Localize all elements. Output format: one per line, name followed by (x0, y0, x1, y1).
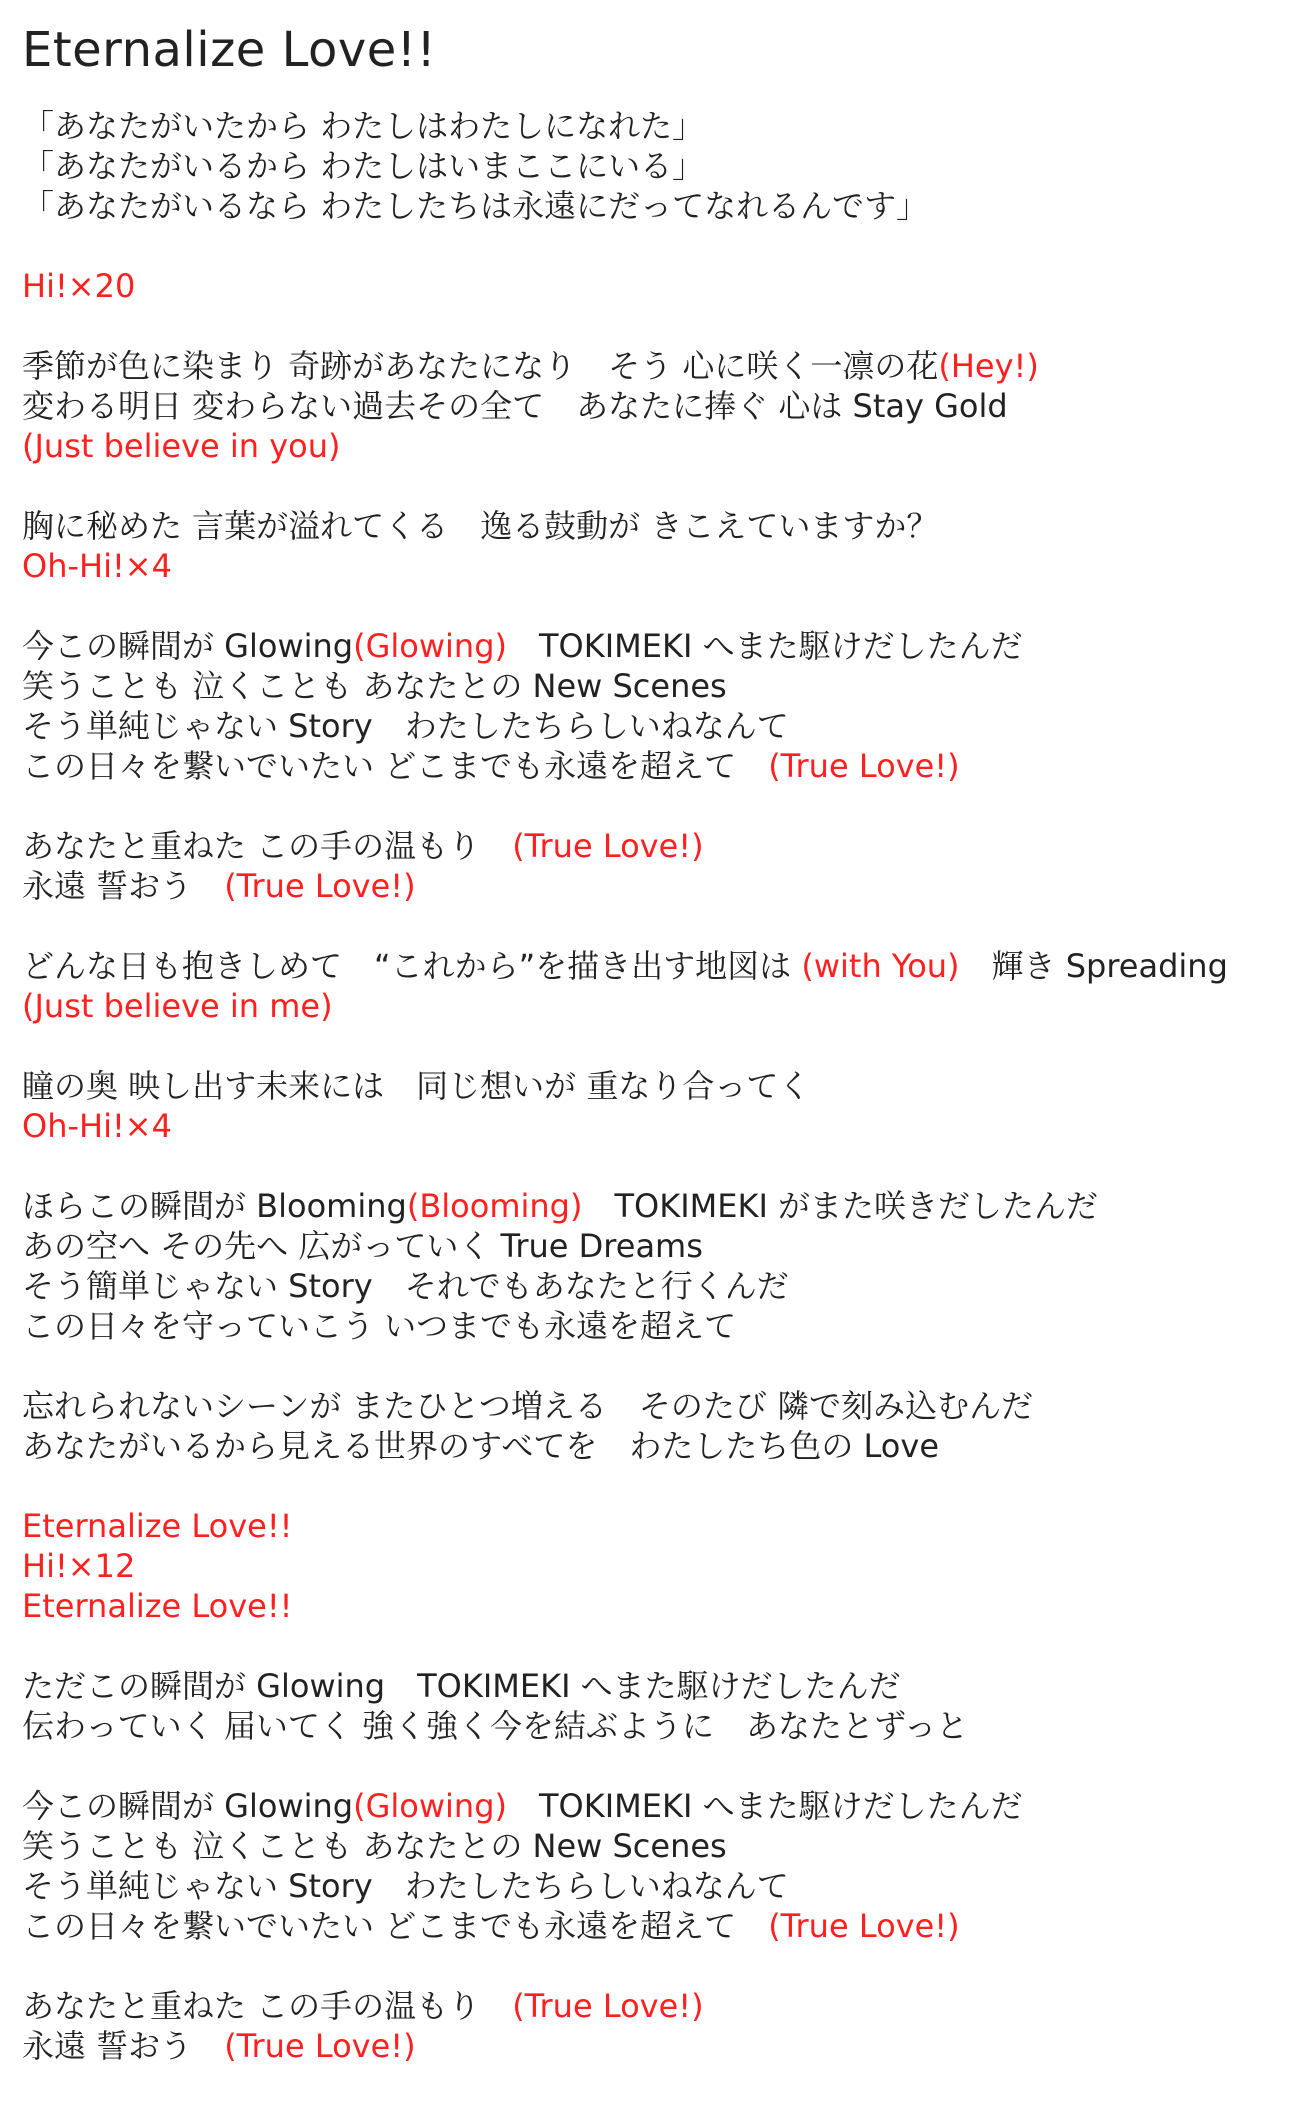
lyric-stanza (22, 1666, 1278, 1746)
call-response-text: Hi!×12 (22, 1547, 136, 1585)
lyric-line (22, 1186, 1278, 1226)
lyric-line (22, 746, 1278, 786)
lyric-text: 忘れられないシーンが またひとつ増える そのたび 隣で刻み込むんだ (22, 1387, 1034, 1425)
lyric-text: 「あなたがいるから わたしはいまここにいる」 (22, 147, 705, 185)
lyric-line (22, 146, 1278, 186)
lyric-line (22, 1586, 1278, 1626)
lyric-stanza (22, 1386, 1278, 1466)
lyric-stanza (22, 1786, 1278, 1946)
lyric-text: そう単純じゃない Story わたしたちらしいねなんて (22, 707, 789, 745)
call-response-text: Eternalize Love!! (22, 1507, 293, 1545)
lyric-stanza (22, 1506, 1278, 1626)
lyric-text: 伝わっていく 届いてく 強く強く今を結ぶように あなたとずっと (22, 1707, 969, 1745)
call-response-text: (Glowing) (353, 627, 507, 665)
lyric-line (22, 626, 1278, 666)
call-response-text: (Blooming) (406, 1187, 583, 1225)
lyric-text: そう単純じゃない Story わたしたちらしいねなんて (22, 1867, 789, 1905)
lyric-text: 「あなたがいたから わたしはわたしになれた」 (22, 107, 705, 145)
call-response-text: Hi!×20 (22, 267, 136, 305)
lyric-text: ほらこの瞬間が Blooming (22, 1187, 407, 1225)
lyric-line (22, 1826, 1278, 1866)
lyric-line (22, 946, 1278, 986)
lyric-line (22, 2026, 1278, 2066)
call-response-text: (True Love!) (512, 827, 704, 865)
lyric-stanza (22, 946, 1278, 1026)
lyric-text: TOKIMEKI へまた駆けだしたんだ (507, 627, 1023, 665)
call-response-text: (Glowing) (353, 1787, 507, 1825)
lyric-text: この日々を繋いでいたい どこまでも永遠を超えて (22, 747, 769, 785)
lyric-line (22, 1306, 1278, 1346)
lyric-text: あの空へ その先へ 広がっていく True Dreams (22, 1227, 703, 1265)
lyric-line (22, 1786, 1278, 1826)
lyric-line (22, 1986, 1278, 2026)
lyric-text: 胸に秘めた 言葉が溢れてくる 逸る鼓動が きこえていますか？ (22, 507, 939, 545)
song-title: Eternalize Love!! (22, 22, 437, 78)
lyric-text: 笑うことも 泣くことも あなたとの New Scenes (22, 667, 727, 705)
lyric-line (22, 866, 1278, 906)
lyric-line (22, 1506, 1278, 1546)
lyric-line (22, 266, 1278, 306)
call-response-text: (Just believe in me) (22, 987, 333, 1025)
lyric-line (22, 1866, 1278, 1906)
lyric-text: 輝き Spreading (959, 947, 1228, 985)
lyric-text: 「あなたがいるなら わたしたちは永遠にだってなれるんです」 (22, 187, 929, 225)
lyric-text: TOKIMEKI がまた咲きだしたんだ (582, 1187, 1099, 1225)
call-response-text: Oh-Hi!×4 (22, 1107, 172, 1145)
lyric-text: 変わる明日 変わらない過去その全て あなたに捧ぐ 心は Stay Gold (22, 387, 1008, 425)
lyric-stanza (22, 1986, 1278, 2066)
lyrics-body (22, 106, 1278, 2066)
lyric-text: 永遠 誓おう (22, 2027, 225, 2065)
lyric-stanza (22, 626, 1278, 786)
lyric-line (22, 1546, 1278, 1586)
lyric-text: ただこの瞬間が Glowing TOKIMEKI へまた駆けだしたんだ (22, 1667, 901, 1705)
lyric-line (22, 1266, 1278, 1306)
lyric-text: 今この瞬間が Glowing (22, 1787, 354, 1825)
call-response-text: (True Love!) (768, 1907, 960, 1945)
lyric-line (22, 1106, 1278, 1146)
lyric-text: そう簡単じゃない Story それでもあなたと行くんだ (22, 1267, 789, 1305)
lyric-line (22, 386, 1278, 426)
lyric-line (22, 506, 1278, 546)
lyric-stanza (22, 346, 1278, 466)
lyric-line (22, 826, 1278, 866)
lyric-line (22, 1226, 1278, 1266)
call-response-text: (True Love!) (224, 2027, 416, 2065)
lyric-line (22, 546, 1278, 586)
lyric-text: TOKIMEKI へまた駆けだしたんだ (507, 1787, 1023, 1825)
lyric-line (22, 426, 1278, 466)
lyric-line (22, 706, 1278, 746)
lyric-line (22, 1706, 1278, 1746)
lyric-text: あなたと重ねた この手の温もり (22, 827, 513, 865)
lyric-line (22, 1386, 1278, 1426)
call-response-text: Eternalize Love!! (22, 1587, 293, 1625)
lyric-text: どんな日も抱きしめて “これから”を描き出す地図は (22, 947, 802, 985)
call-response-text: (Just believe in you) (22, 427, 341, 465)
lyric-stanza (22, 266, 1278, 306)
lyric-line (22, 1066, 1278, 1106)
lyric-line (22, 186, 1278, 226)
lyric-stanza (22, 506, 1278, 586)
lyric-text: あなたと重ねた この手の温もり (22, 1987, 513, 2025)
call-response-text: (True Love!) (512, 1987, 704, 2025)
lyric-line (22, 346, 1278, 386)
lyric-text: 今この瞬間が Glowing (22, 627, 354, 665)
lyric-text: 永遠 誓おう (22, 867, 225, 905)
lyric-text: あなたがいるから見える世界のすべてを わたしたち色の Love (22, 1427, 940, 1465)
lyric-line (22, 1906, 1278, 1946)
lyric-line (22, 1666, 1278, 1706)
lyric-text: この日々を守っていこう いつまでも永遠を超えて (22, 1307, 737, 1345)
call-response-text: (True Love!) (768, 747, 960, 785)
call-response-text: (True Love!) (224, 867, 416, 905)
lyric-text: この日々を繋いでいたい どこまでも永遠を超えて (22, 1907, 769, 1945)
call-response-text: (with You) (801, 947, 960, 985)
lyric-line (22, 986, 1278, 1026)
lyric-stanza (22, 826, 1278, 906)
lyric-text: 瞳の奥 映し出す未来には 同じ想いが 重なり合ってく (22, 1067, 811, 1105)
lyric-stanza (22, 1066, 1278, 1146)
lyric-line (22, 666, 1278, 706)
lyric-text: 季節が色に染まり 奇跡があなたになり そう 心に咲く一凛の花 (22, 347, 939, 385)
call-response-text: (Hey!) (938, 347, 1039, 385)
lyric-text: 笑うことも 泣くことも あなたとの New Scenes (22, 1827, 727, 1865)
call-response-text: Oh-Hi!×4 (22, 547, 172, 585)
lyric-stanza (22, 106, 1278, 226)
lyric-line (22, 106, 1278, 146)
lyric-line (22, 1426, 1278, 1466)
lyric-stanza (22, 1186, 1278, 1346)
